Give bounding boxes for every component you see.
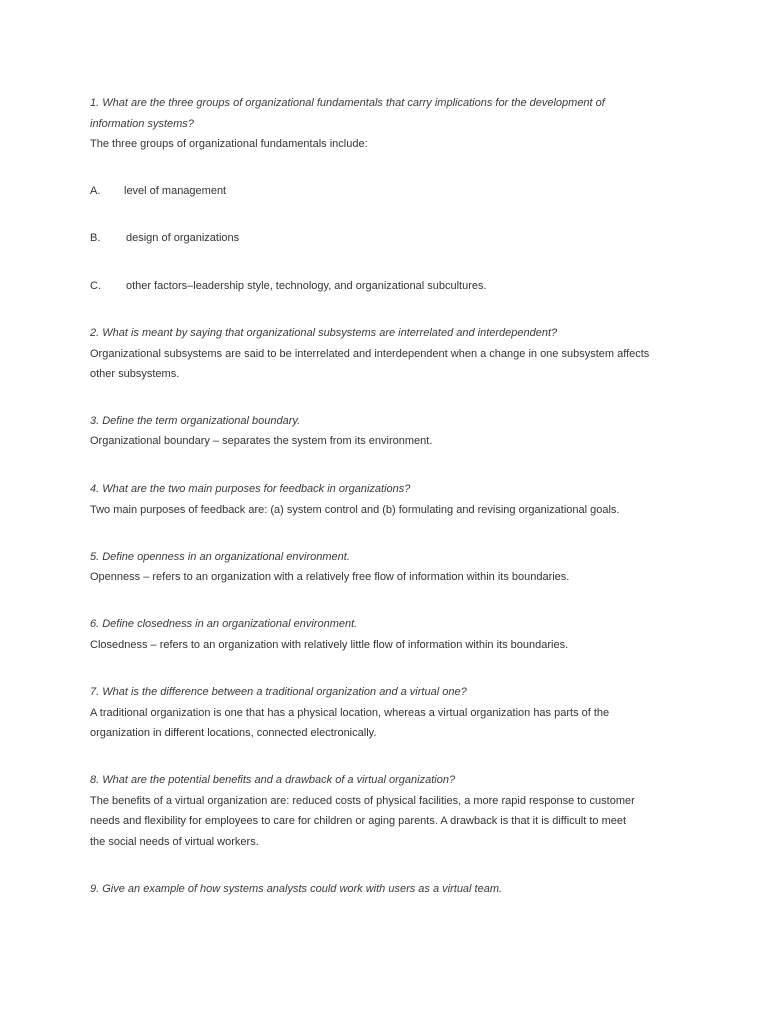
question-7: 7. What is the difference between a traditional organization and a virtual one? <box>90 686 467 698</box>
answer-7-line-2: organization in different locations, connected electronically. <box>90 727 377 739</box>
answer-2-line-1: Organizational subsystems are said to be interrelated and interdependent when a change in one subsystem affects <box>90 348 650 360</box>
question-8: 8. What are the potential benefits and a drawback of a virtual organization? <box>90 774 456 786</box>
answer-8-line-1: The benefits of a virtual organization are: reduced costs of physical facilities, a more rapid response to customer <box>90 795 635 807</box>
list-item-letter-c: C. <box>90 280 101 292</box>
list-item-text-b: design of organizations <box>126 232 240 244</box>
question-1-line-1: 1. What are the three groups of organizational fundamentals that carry implications for the development of <box>90 97 605 109</box>
question-5: 5. Define openness in an organizational environment. <box>90 551 350 563</box>
question-1-line-2: information systems? <box>90 118 194 130</box>
question-9: 9. Give an example of how systems analysts could work with users as a virtual team. <box>90 883 503 895</box>
answer-7-line-1: A traditional organization is one that has a physical location, whereas a virtual organization has parts of the <box>90 707 610 719</box>
question-6: 6. Define closedness in an organizational environment. <box>90 618 358 630</box>
answer-6: Closedness – refers to an organization with relatively little flow of information within its boundaries. <box>90 639 569 651</box>
answer-8-line-3: the social needs of virtual workers. <box>90 836 259 848</box>
list-item-letter-a: A. <box>90 185 101 197</box>
answer-8-line-2: needs and flexibility for employees to care for children or aging parents. A drawback is that it is difficult to meet <box>90 815 627 827</box>
answer-2-line-2: other subsystems. <box>90 368 180 380</box>
question-4: 4. What are the two main purposes for feedback in organizations? <box>90 483 411 495</box>
list-item-text-c: other factors–leadership style, technology, and organizational subcultures. <box>126 280 487 292</box>
question-3: 3. Define the term organizational boundary. <box>90 415 301 427</box>
answer-4: Two main purposes of feedback are: (a) system control and (b) formulating and revising organizational goals. <box>90 504 620 516</box>
answer-1-intro: The three groups of organizational fundamentals include: <box>90 138 368 150</box>
question-2: 2. What is meant by saying that organizational subsystems are interrelated and interdependent? <box>90 327 558 339</box>
answer-3: Organizational boundary – separates the system from its environment. <box>90 435 433 447</box>
answer-5: Openness – refers to an organization with a relatively free flow of information within its boundaries. <box>90 571 570 583</box>
list-item-text-a: level of management <box>124 185 227 197</box>
list-item-letter-b: B. <box>90 232 101 244</box>
